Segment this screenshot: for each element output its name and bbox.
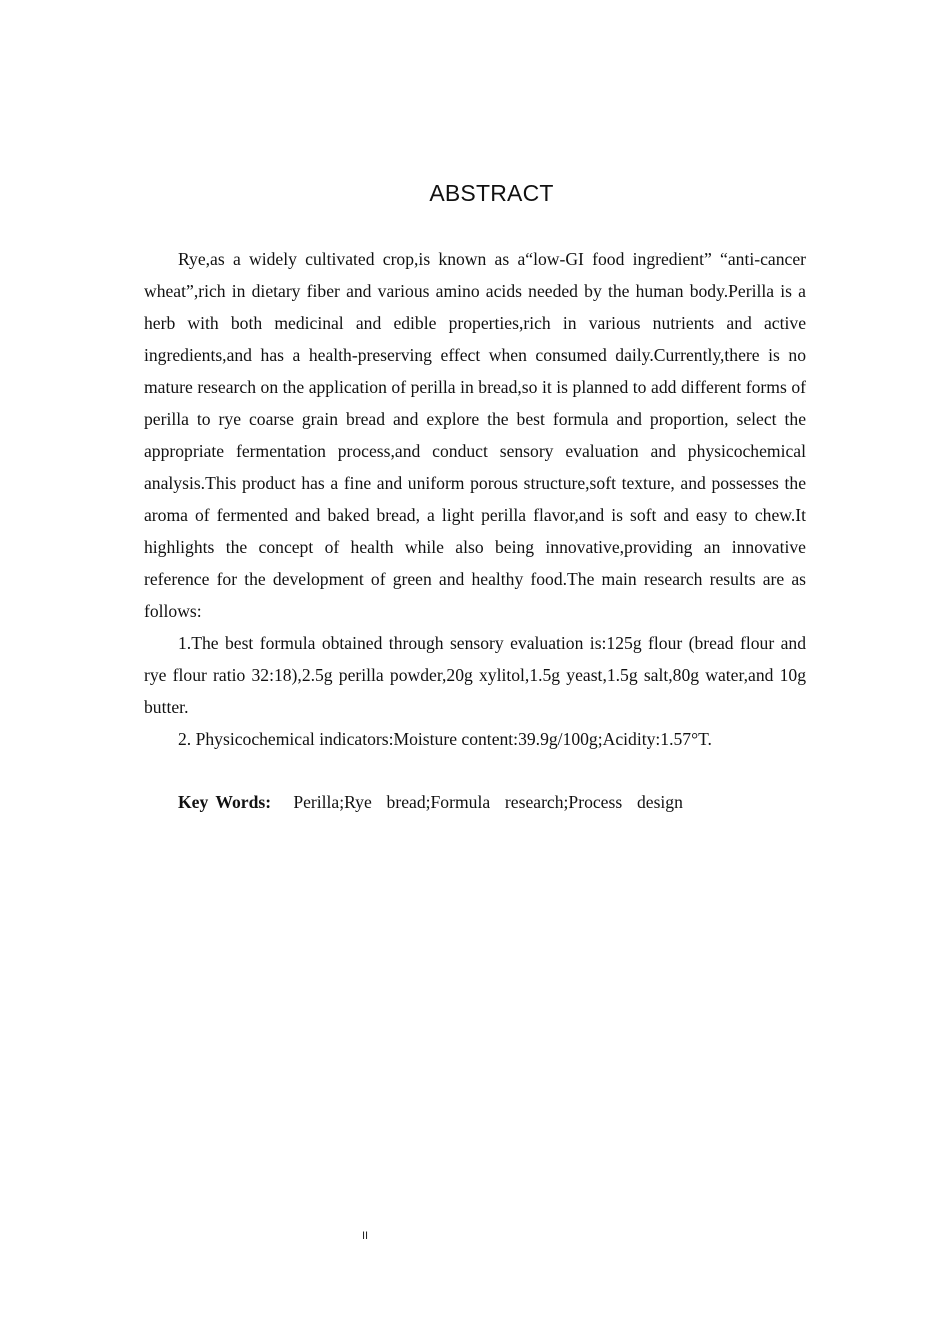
abstract-paragraph-result-1: 1.The best formula obtained through sensory evaluation is:125g flour (bread flour and rye flour ratio 32:18),2.5g perilla powder,20g xylitol,1.5g yeast,1.5g salt,80g water,and 10g butter. xyxy=(144,633,806,717)
abstract-body xyxy=(144,243,806,755)
abstract-paragraph-result-2: 2. Physicochemical indicators:Moisture content:39.9g/100g;Acidity:1.57°T. xyxy=(178,729,712,749)
abstract-paragraph-intro: Rye,as a widely cultivated crop,is known as a“low-GI food ingredient” “anti-cancer wheat”,rich in dietary fiber and various amino acids needed by the human body.Perilla is a herb with both medicinal and edible properties,rich in various nutrients and active ingredients,and has a health-preserving effect when consumed daily.Currently,there is no mature research on the application of perilla in bread,so it is planned to add different forms of perilla to rye coarse grain bread and explore the best formula and proportion, select the appropriate fermentation process,and conduct sensory evaluation and physicochemical analysis.This product has a fine and uniform porous structure,soft texture, and possesses the aroma of fermented and baked bread, a light perilla flavor,and is soft and easy to chew.It highlights the concept of health while also being innovative,providing an innovative reference for the development of green and healthy food.The main research results are as follows: xyxy=(144,249,806,621)
page-number: II xyxy=(361,1230,369,1242)
keywords-line xyxy=(178,786,806,818)
abstract-title: ABSTRACT xyxy=(429,180,554,206)
keywords-list: Perilla;Rye bread;Formula research;Process design xyxy=(293,792,683,812)
keywords-spacer xyxy=(279,792,286,812)
keywords-label: Key Words: xyxy=(178,792,272,812)
